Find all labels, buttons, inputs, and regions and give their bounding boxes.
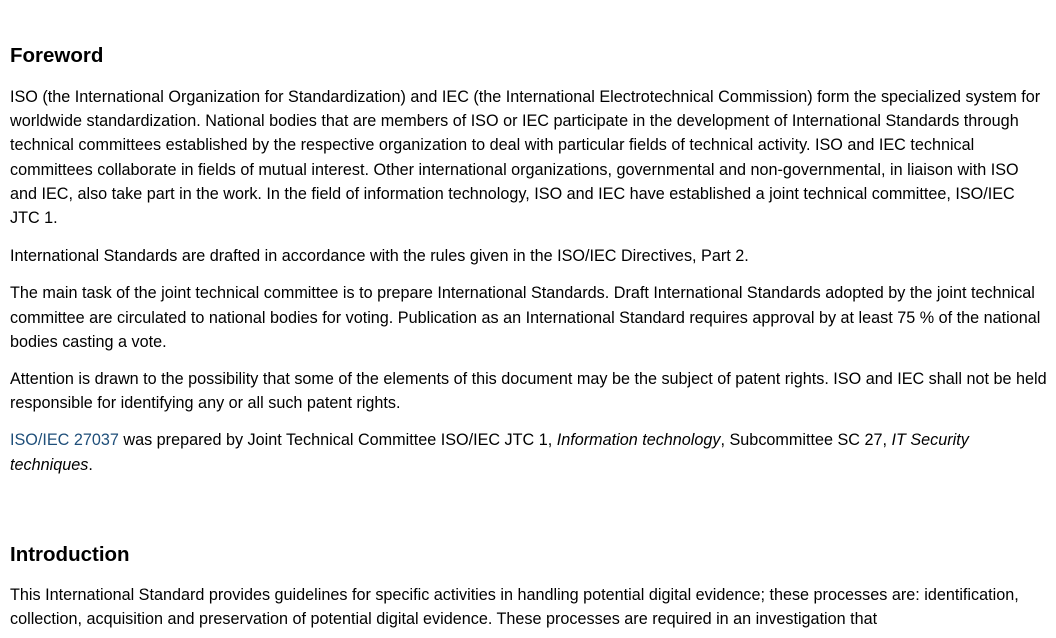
foreword-p5-text-3: . [88,455,93,474]
introduction-paragraph-1: This International Standard provides guidelines for specific activities in handling potential digital evidence; these processes are: identification, collection, acquisition and preservation of potential digital evidence. These processes are required in an investigation that [10,585,1019,629]
foreword-section [10,0,1048,477]
foreword-paragraph-2: International Standards are drafted in accordance with the rules given in the ISO/IEC Directives, Part 2. [10,247,749,266]
foreword-paragraph-3: The main task of the joint technical committee is to prepare International Standards. Draft International Standards adopted by the joint technical committee are circulated to national bodies for voting. Publication as an International Standard requires approval by at least 75 % of the national bodies casting a vote. [10,284,1041,351]
foreword-paragraph-4: Attention is drawn to the possibility that some of the elements of this document may be the subject of patent rights. ISO and IEC shall not be held responsible for identifying any or all such patent rights. [10,370,1047,413]
standard-link[interactable]: ISO/IEC 27037 [10,431,119,450]
introduction-section [10,543,1048,631]
foreword-heading: Foreword [10,44,104,67]
foreword-paragraph-1: ISO (the International Organization for Standardization) and IEC (the International Electrotechnical Commission) form the specialized system for worldwide standardization. National bodies that are members of ISO or IEC participate in the development of International Standards through technical committees established by the respective organization to deal with particular fields of technical activity. ISO and IEC technical committees collaborate in fields of mutual interest. Other international organizations, governmental and non-governmental, in liaison with ISO and IEC, also take part in the work. In the field of information technology, ISO and IEC have established a joint technical committee, ISO/IEC JTC 1. [10,88,1041,228]
foreword-p5-text-1: was prepared by Joint Technical Committee ISO/IEC JTC 1, [118,431,557,450]
foreword-p5-text-2: , Subcommittee SC 27, [720,431,892,450]
foreword-paragraph-5 [10,428,1048,476]
introduction-heading: Introduction [10,542,130,566]
foreword-p5-italic-2: IT Security techniques [10,431,969,474]
foreword-p5-italic-1: Information technology [556,431,721,450]
